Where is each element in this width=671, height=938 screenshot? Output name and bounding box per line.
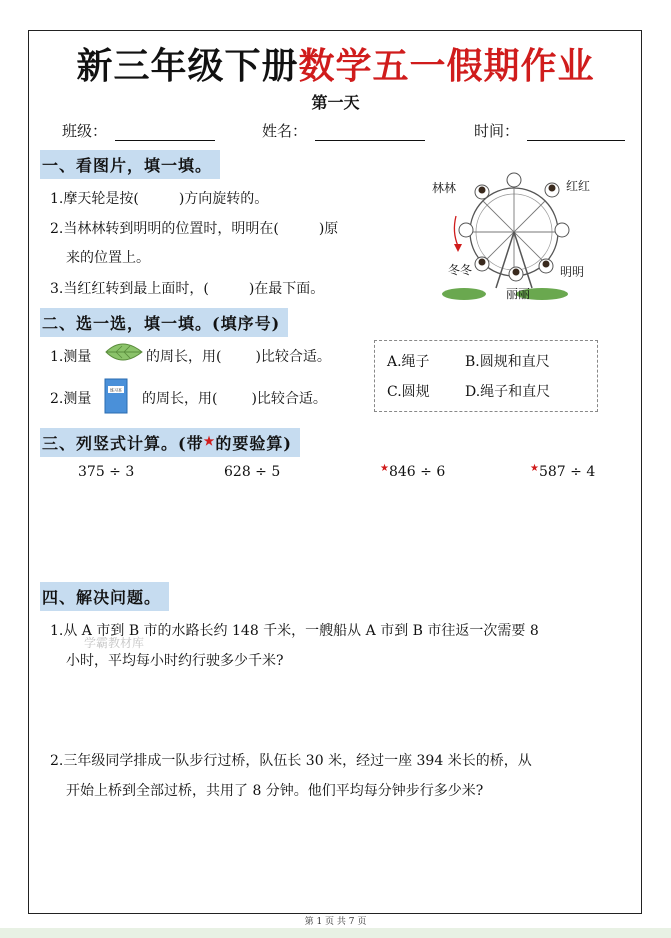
s1-q1-text-b: )方向旋转的。 (178, 191, 269, 207)
name-blank[interactable] (315, 124, 425, 141)
s1-q3-text-b: )在最下面。 (248, 281, 325, 297)
time-field (474, 120, 625, 141)
s3-heading-tail: 的要验算) (215, 434, 292, 453)
class-field (62, 120, 215, 141)
cabin-right-icon (555, 223, 569, 237)
s4-q1-line1: 1.从 A 市到 B 市的水路长约 148 千米，一艘船从 A 市到 B 市往返一次需要 8 (50, 623, 539, 639)
s1-q1-text-a: 1.摩天轮是按( (50, 191, 139, 207)
s1-q2-continued: 来的位置上。 (66, 250, 150, 266)
s1-question-3 (50, 278, 324, 298)
notebook-label: 练习本 (110, 387, 122, 393)
title-part-red: 数学五一假期作业 (298, 45, 595, 87)
s3-heading-text: 三、列竖式计算。(带 (42, 434, 204, 453)
star-icon: ★ (530, 463, 539, 474)
calc-2: 628 ÷ 5 (224, 464, 281, 480)
section-2-heading: 二、选一选，填一填。(填序号) (40, 308, 288, 337)
watermark: 学霸教材库 (84, 636, 145, 650)
calc-4 (530, 464, 595, 480)
s1-question-2 (50, 218, 338, 238)
rotation-arrow-icon (454, 216, 458, 246)
class-label: 班级： (62, 122, 108, 140)
s4-q2-line2: 开始上桥到全部过桥，共用了 8 分钟。他们平均每分钟步行多少米? (66, 783, 484, 799)
time-label: 时间： (474, 122, 520, 140)
calc-4-text: 587 ÷ 4 (538, 464, 596, 480)
name-label: 姓名： (262, 122, 308, 140)
s2-question-1 (146, 346, 331, 366)
leaf-icon (104, 340, 144, 364)
label-lili: 丽丽 (506, 287, 531, 301)
time-blank[interactable] (527, 124, 625, 141)
class-blank[interactable] (115, 124, 215, 141)
bottom-strip (0, 928, 671, 938)
section-3-heading (40, 428, 300, 457)
name-field (262, 120, 425, 141)
options-box (374, 340, 598, 412)
s4-q2-line1: 2.三年级同学排成一队步行过桥，队伍长 30 米，经过一座 394 米长的桥，从 (50, 753, 532, 769)
page-footer: 第 1 页 共 7 页 (304, 917, 367, 927)
option-a: A.绳子 (387, 354, 430, 370)
s1-q2-text-a: 2.当林林转到明明的位置时，明明在( (50, 221, 279, 237)
s2-question-2 (142, 388, 327, 408)
cabin-top-icon (507, 173, 521, 187)
bush-left-icon (442, 288, 486, 300)
section-1-heading: 一、看图片，填一填。 (40, 150, 220, 179)
cabin-left-icon (459, 223, 473, 237)
page-title (0, 38, 671, 89)
s2-q2-text-b: 的周长，用( (142, 391, 218, 407)
star-icon: ★ (203, 434, 216, 448)
calc-1: 375 ÷ 3 (78, 464, 135, 480)
page-subtitle: 第一天 (311, 93, 360, 112)
s1-q2-text-b: )原 (318, 221, 339, 237)
s4-q1-line2: 小时，平均每小时约行驶多少千米? (66, 653, 284, 669)
label-linlin: 林林 (432, 181, 457, 195)
star-icon: ★ (380, 463, 389, 474)
calc-3-text: 846 ÷ 6 (388, 464, 446, 480)
option-d: D.绳子和直尺 (465, 384, 551, 400)
option-c: C.圆规 (387, 384, 430, 400)
s2-q1-lead: 1.测量 (50, 349, 92, 365)
option-b: B.圆规和直尺 (465, 354, 550, 370)
section-4-heading: 四、解决问题。 (40, 582, 169, 611)
s1-question-1 (50, 188, 268, 208)
s2-q1-text-b: 的周长，用( (146, 349, 222, 365)
notebook-icon (104, 378, 128, 414)
label-dongdong: 冬冬 (448, 263, 473, 277)
ferris-wheel-illustration (430, 166, 590, 302)
calc-3 (380, 464, 445, 480)
label-honghong: 红红 (566, 179, 590, 193)
label-mingming: 明明 (560, 265, 585, 279)
s2-q2-text-c: )比较合适。 (251, 391, 327, 407)
s1-q3-text-a: 3.当红红转到最上面时，( (50, 281, 209, 297)
title-part-black: 新三年级下册 (76, 45, 299, 87)
s2-q2-lead: 2.测量 (50, 391, 92, 407)
s2-q1-text-c: )比较合适。 (255, 349, 331, 365)
